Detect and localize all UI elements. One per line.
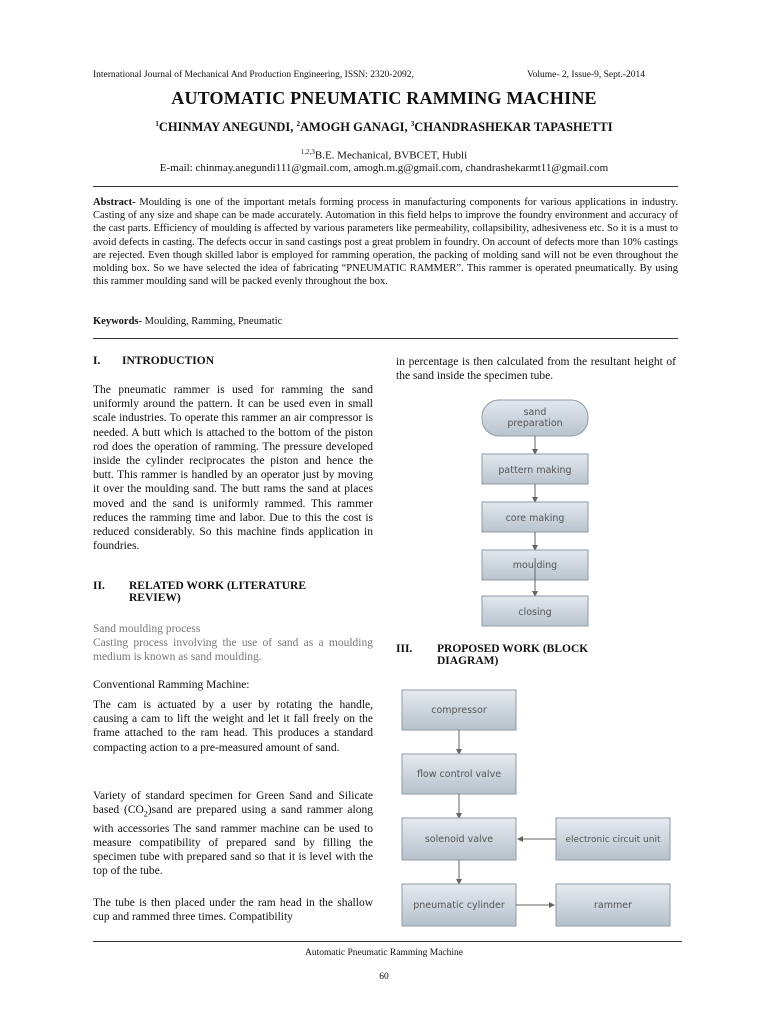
divider-top [93, 186, 678, 187]
section-2-title [129, 580, 306, 604]
block-label-flow-control-valve: flow control valve [416, 769, 502, 780]
process-flowchart [470, 398, 600, 630]
footer-title: Automatic Pneumatic Ramming Machine [304, 948, 464, 958]
author-sup-1: 1 [155, 120, 159, 128]
keywords-label: Keywords- [93, 316, 142, 327]
specimen-text-a: Variety of standard specimen for Green Sand and Silicate based (CO [93, 790, 373, 817]
keywords-text: Moulding, Ramming, Pneumatic [142, 316, 283, 327]
section-1-title: INTRODUCTION [122, 355, 215, 367]
cam-paragraph: The cam is actuated by a user by rotating the handle, causing a cam to lift the weight and let it fall freely on the frame attached to the ram head. This produces a standard compacting action to a pre-measured amount of sand. [93, 699, 373, 754]
block-diagram [400, 686, 672, 930]
affiliation-text: B.E. Mechanical, BVBCET, Hubli [314, 149, 468, 162]
block-label-rammer: rammer [594, 900, 632, 911]
section-2-heading [93, 580, 373, 604]
author-3: CHANDRASHEKAR TAPASHETTI [414, 120, 613, 135]
affiliation-sup: 1,2,3 [300, 148, 315, 156]
section-1-heading [93, 355, 373, 367]
authors: $^1$CHINMAY ANEGUNDI, $^2$AMOGH GANAGI, $^3$CHANDRASHEKAR TAPASHETTI [155, 120, 613, 135]
paper-title: AUTOMATIC PNEUMATIC RAMMING MACHINE [171, 88, 597, 108]
volume-header: Volume- 2, Issue-9, Sept.-2014 [527, 70, 646, 80]
specimen-text-b: )sand are prepared using a sand rammer along with accessories The sand rammer machine can be used to measure compatibility of prepared sand by filling the specimen tube with prepared sand so that it is level with the top of the tube. [93, 804, 373, 878]
abstract-text: Moulding is one of the important metals forming process in manufacturing components for various applications in industry. Casting of any size and shape can be made accurately. Automation in this field helps to improve the foundry environment and accuracy of the cast parts. Efficiency of moulding is affected by various parameters like permeability, collapsibility, adhesiveness etc. So it is a must to avoid defects in casting. The defects occur in sand castings post a great problem in foundry. On account of defects more than 10% castings are rejected. Even though skilled labor is employed for ramming operation, the packing of molding sand will not be even throughout the molding box. So we have selected the idea of fabricating “PNEUMATIC RAMMER”. This rammer is operated pneumatically. By using this rammer moulding sand will be packed evenly throughout the box. [93, 197, 678, 288]
section-3-title-line2: DIAGRAM) [437, 655, 499, 667]
flow-label-core-making: core making [505, 513, 565, 524]
divider-middle [93, 338, 678, 339]
subheading-sand-moulding: Sand moulding process [93, 623, 201, 635]
section-2-num: II. [93, 580, 105, 592]
section-3-title-line1: PROPOSED WORK (BLOCK [437, 643, 589, 655]
section-3-heading [396, 643, 676, 667]
flow-label-closing: closing [518, 607, 552, 618]
section-2-title-line2: REVIEW) [129, 592, 181, 604]
journal-header: International Journal of Mechanical And Production Engineering, ISSN: 2320-2092, [93, 70, 414, 80]
block-label-electronic-circuit-unit: electronic circuit unit [565, 835, 661, 845]
divider-footer [93, 941, 682, 942]
flow-label-sand: sand [523, 407, 547, 418]
co2-subscript: 2 [143, 809, 148, 819]
author-2: AMOGH GANAGI [300, 120, 405, 135]
keywords [93, 316, 678, 327]
section-1-num: I. [93, 355, 101, 367]
block-label-pneumatic-cylinder: pneumatic cylinder [413, 900, 505, 911]
flow-label-preparation: preparation [507, 418, 563, 429]
section-3-num: III. [396, 643, 413, 655]
section-2-title-line1: RELATED WORK (LITERATURE [129, 580, 307, 592]
sand-moulding-definition: Casting process involving the use of sand as a moulding medium is known as sand moulding. [93, 637, 373, 664]
tube-paragraph: The tube is then placed under the ram head in the shallow cup and rammed three times. Compatibility [93, 897, 373, 924]
affiliation [0, 148, 768, 162]
author-sup-2: 2 [296, 120, 301, 128]
abstract-label: Abstract- [93, 197, 136, 208]
email-line: E-mail: chinmay.anegundi111@gmail.com, amogh.m.g@gmail.com, chandrashekarmt11@gmail.com [159, 162, 609, 174]
author-1: CHINMAY ANEGUNDI [158, 120, 291, 135]
author-sup-3: 3 [410, 120, 415, 128]
right-top-paragraph: in percentage is then calculated from the resultant height of the sand inside the specimen tube. [396, 356, 676, 383]
specimen-paragraph [93, 789, 373, 879]
conventional-heading: Conventional Ramming Machine: [93, 679, 250, 691]
abstract [93, 196, 678, 288]
section-3-title [437, 643, 588, 667]
page-number: 60 [379, 972, 389, 982]
flow-label-pattern-making: pattern making [498, 465, 572, 476]
block-label-compressor: compressor [431, 705, 487, 716]
block-label-solenoid-valve: solenoid valve [424, 834, 494, 845]
flow-label-moulding: moulding [512, 560, 558, 571]
intro-paragraph: The pneumatic rammer is used for ramming the sand uniformly around the pattern. It can be used even in small scale industries. To operate this rammer an air compressor is needed. A butt which is attached to the bottom of the piston rod does the operation of ramming. The pressure developed inside the cylinder reciprocates the piston and hence the butt. This rammer is handled by an operator just by moving it over the moulding sand. The butt rams the sand at places moved and the sand is uniformly rammed. This rammer reduces the ramming time and labor. Due to this the cost is reduced considerably. So this machine finds application in foundries. [93, 384, 373, 553]
